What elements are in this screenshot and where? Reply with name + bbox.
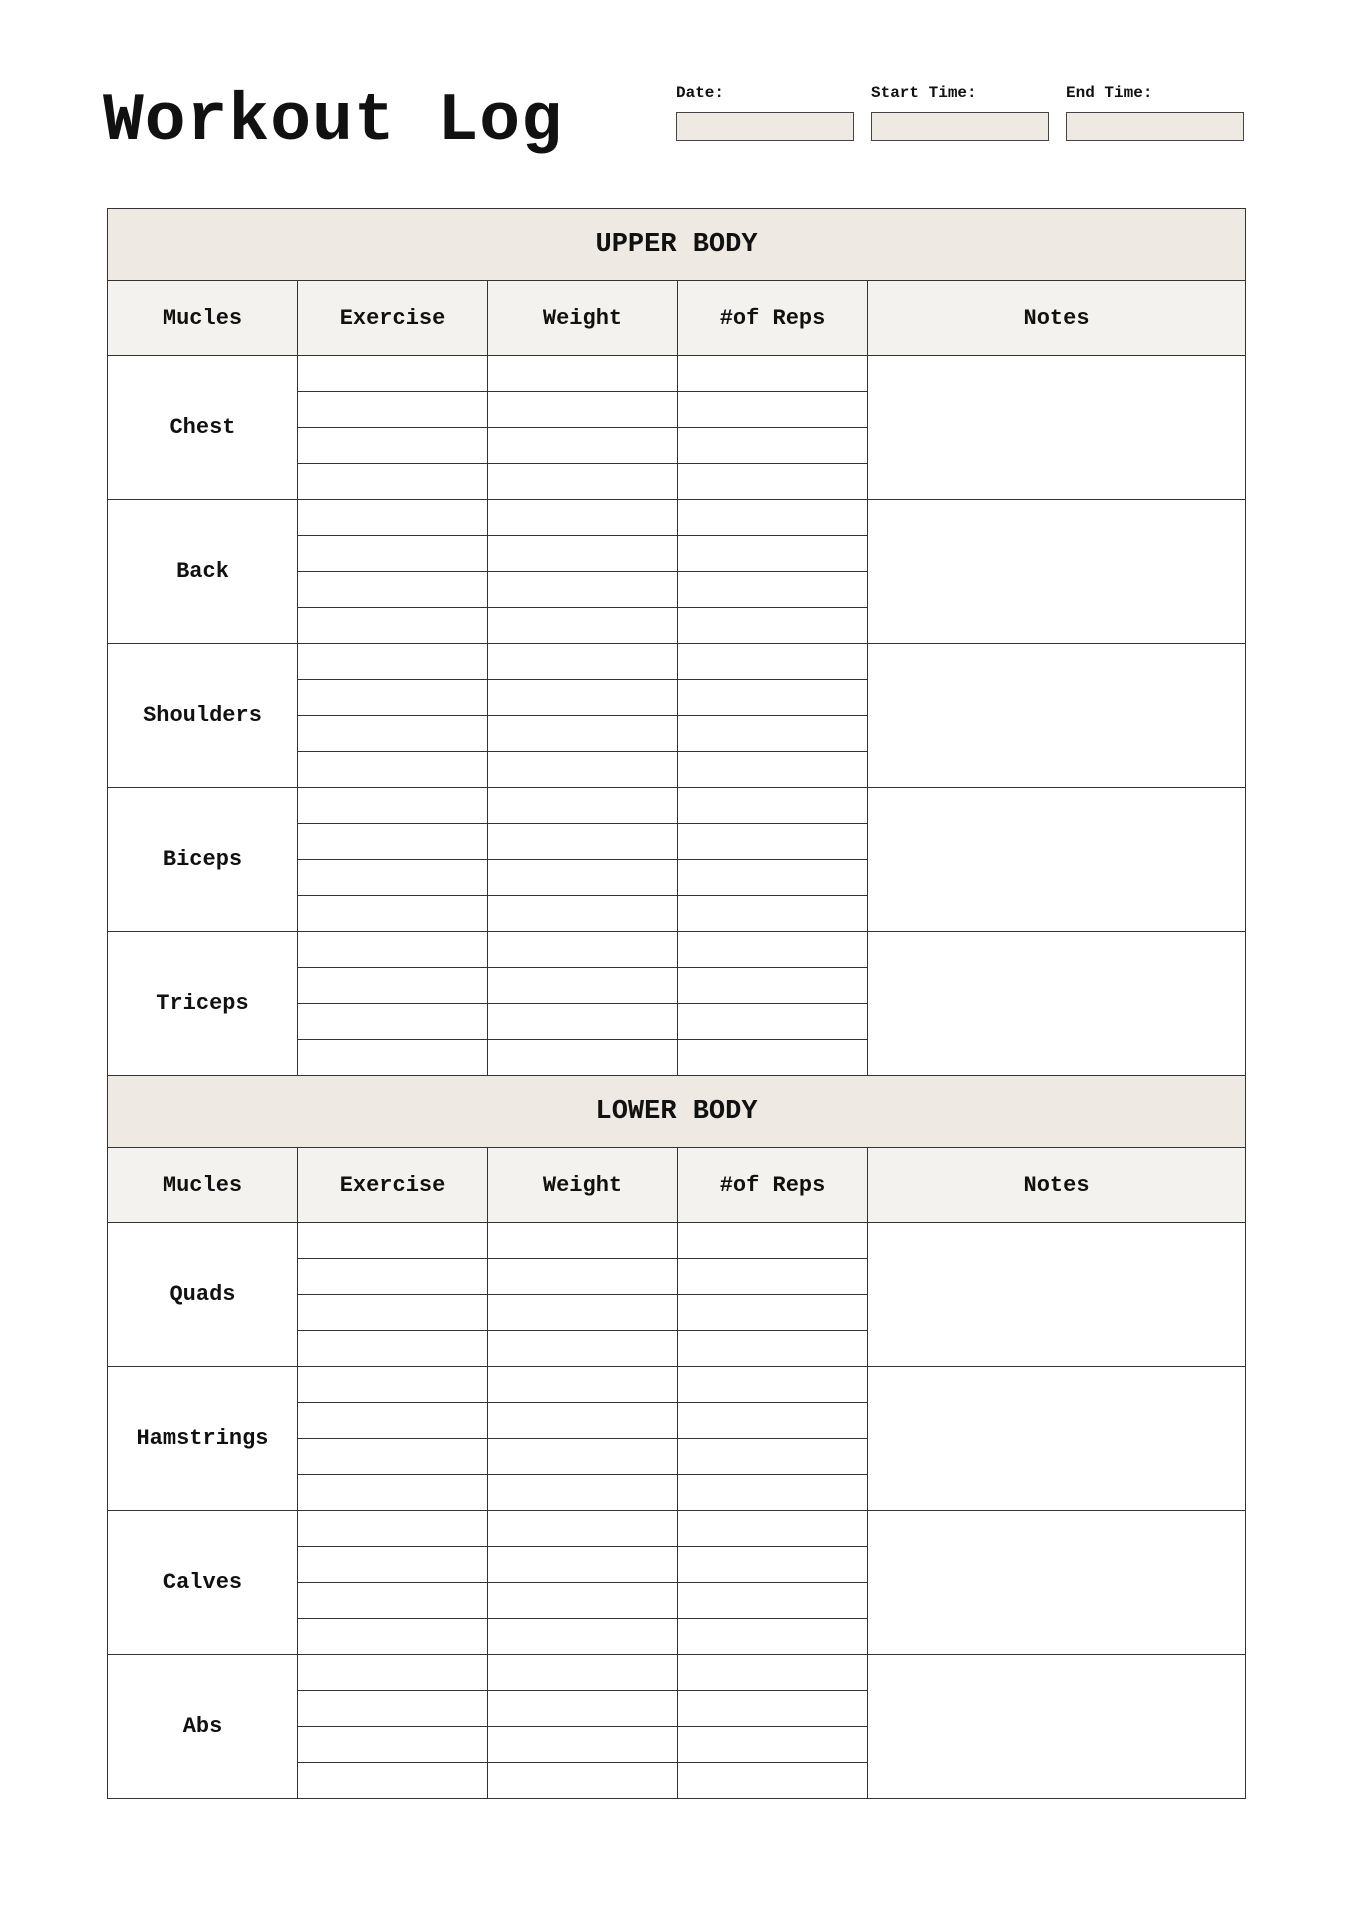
page-title: Workout Log bbox=[103, 83, 563, 160]
weight-cell[interactable] bbox=[488, 680, 678, 716]
table-row bbox=[108, 1655, 1246, 1691]
exercise-cell[interactable] bbox=[298, 932, 488, 968]
exercise-cell[interactable] bbox=[298, 1727, 488, 1763]
muscle-label: Shoulders bbox=[108, 644, 298, 788]
weight-cell[interactable] bbox=[488, 1763, 678, 1799]
weight-cell[interactable] bbox=[488, 1439, 678, 1475]
weight-cell[interactable] bbox=[488, 536, 678, 572]
exercise-cell[interactable] bbox=[298, 1619, 488, 1655]
column-header-notes: Notes bbox=[868, 281, 1246, 356]
exercise-cell[interactable] bbox=[298, 644, 488, 680]
exercise-cell[interactable] bbox=[298, 896, 488, 932]
reps-cell[interactable] bbox=[678, 356, 868, 392]
reps-cell[interactable] bbox=[678, 1619, 868, 1655]
weight-cell[interactable] bbox=[488, 1295, 678, 1331]
reps-cell[interactable] bbox=[678, 428, 868, 464]
table-row bbox=[108, 932, 1246, 968]
exercise-cell[interactable] bbox=[298, 1439, 488, 1475]
reps-cell[interactable] bbox=[678, 968, 868, 1004]
weight-cell[interactable] bbox=[488, 392, 678, 428]
section-header-lower-body bbox=[108, 1076, 1246, 1148]
notes-cell[interactable] bbox=[868, 1223, 1246, 1367]
exercise-cell[interactable] bbox=[298, 1367, 488, 1403]
reps-cell[interactable] bbox=[678, 752, 868, 788]
reps-cell[interactable] bbox=[678, 1259, 868, 1295]
weight-cell[interactable] bbox=[488, 500, 678, 536]
reps-cell[interactable] bbox=[678, 1295, 868, 1331]
weight-cell[interactable] bbox=[488, 1727, 678, 1763]
muscle-label: Biceps bbox=[108, 788, 298, 932]
column-header-reps: #of Reps bbox=[678, 1148, 868, 1223]
end-time-input[interactable] bbox=[1066, 112, 1244, 141]
column-header-weight: Weight bbox=[488, 281, 678, 356]
table-row bbox=[108, 788, 1246, 824]
table-row bbox=[108, 1223, 1246, 1259]
date-field bbox=[676, 82, 854, 141]
exercise-cell[interactable] bbox=[298, 1403, 488, 1439]
reps-cell[interactable] bbox=[678, 536, 868, 572]
column-header-row bbox=[108, 281, 1246, 356]
reps-cell[interactable] bbox=[678, 1655, 868, 1691]
reps-cell[interactable] bbox=[678, 824, 868, 860]
start-time-field bbox=[871, 82, 1049, 141]
muscle-label: Back bbox=[108, 500, 298, 644]
exercise-cell[interactable] bbox=[298, 1583, 488, 1619]
exercise-cell[interactable] bbox=[298, 608, 488, 644]
section-header-upper-body bbox=[108, 209, 1246, 281]
exercise-cell[interactable] bbox=[298, 860, 488, 896]
muscle-label: Quads bbox=[108, 1223, 298, 1367]
reps-cell[interactable] bbox=[678, 1403, 868, 1439]
table-row bbox=[108, 500, 1246, 536]
reps-cell[interactable] bbox=[678, 1691, 868, 1727]
column-header-notes: Notes bbox=[868, 1148, 1246, 1223]
start-time-label: Start Time: bbox=[871, 84, 977, 102]
exercise-cell[interactable] bbox=[298, 1763, 488, 1799]
exercise-cell[interactable] bbox=[298, 1004, 488, 1040]
notes-cell[interactable] bbox=[868, 356, 1246, 500]
muscle-label: Abs bbox=[108, 1655, 298, 1799]
reps-cell[interactable] bbox=[678, 1439, 868, 1475]
notes-cell[interactable] bbox=[868, 788, 1246, 932]
exercise-cell[interactable] bbox=[298, 392, 488, 428]
reps-cell[interactable] bbox=[678, 392, 868, 428]
table-row bbox=[108, 644, 1246, 680]
reps-cell[interactable] bbox=[678, 1223, 868, 1259]
reps-cell[interactable] bbox=[678, 1547, 868, 1583]
exercise-cell[interactable] bbox=[298, 536, 488, 572]
section-title: UPPER BODY bbox=[108, 209, 1246, 281]
reps-cell[interactable] bbox=[678, 572, 868, 608]
muscle-label: Chest bbox=[108, 356, 298, 500]
muscle-label: Calves bbox=[108, 1511, 298, 1655]
exercise-cell[interactable] bbox=[298, 1040, 488, 1076]
weight-cell[interactable] bbox=[488, 356, 678, 392]
weight-cell[interactable] bbox=[488, 428, 678, 464]
exercise-cell[interactable] bbox=[298, 1691, 488, 1727]
weight-cell[interactable] bbox=[488, 1040, 678, 1076]
exercise-cell[interactable] bbox=[298, 716, 488, 752]
notes-cell[interactable] bbox=[868, 1511, 1246, 1655]
weight-cell[interactable] bbox=[488, 1331, 678, 1367]
weight-cell[interactable] bbox=[488, 1655, 678, 1691]
weight-cell[interactable] bbox=[488, 1403, 678, 1439]
weight-cell[interactable] bbox=[488, 1367, 678, 1403]
column-header-exercise: Exercise bbox=[298, 281, 488, 356]
weight-cell[interactable] bbox=[488, 968, 678, 1004]
weight-cell[interactable] bbox=[488, 716, 678, 752]
reps-cell[interactable] bbox=[678, 1511, 868, 1547]
weight-cell[interactable] bbox=[488, 1259, 678, 1295]
end-time-field bbox=[1066, 82, 1244, 141]
exercise-cell[interactable] bbox=[298, 968, 488, 1004]
date-label: Date: bbox=[676, 84, 725, 102]
reps-cell[interactable] bbox=[678, 1475, 868, 1511]
reps-cell[interactable] bbox=[678, 1004, 868, 1040]
table-row bbox=[108, 1367, 1246, 1403]
exercise-cell[interactable] bbox=[298, 1547, 488, 1583]
exercise-cell[interactable] bbox=[298, 1295, 488, 1331]
column-header-weight: Weight bbox=[488, 1148, 678, 1223]
exercise-cell[interactable] bbox=[298, 1475, 488, 1511]
reps-cell[interactable] bbox=[678, 1040, 868, 1076]
weight-cell[interactable] bbox=[488, 752, 678, 788]
reps-cell[interactable] bbox=[678, 896, 868, 932]
muscle-label: Hamstrings bbox=[108, 1367, 298, 1511]
weight-cell[interactable] bbox=[488, 896, 678, 932]
column-header-muscles: Mucles bbox=[108, 1148, 298, 1223]
exercise-cell[interactable] bbox=[298, 356, 488, 392]
section-title: LOWER BODY bbox=[108, 1076, 1246, 1148]
reps-cell[interactable] bbox=[678, 788, 868, 824]
exercise-cell[interactable] bbox=[298, 824, 488, 860]
table-row bbox=[108, 1511, 1246, 1547]
exercise-cell[interactable] bbox=[298, 680, 488, 716]
weight-cell[interactable] bbox=[488, 464, 678, 500]
exercise-cell[interactable] bbox=[298, 1331, 488, 1367]
exercise-cell[interactable] bbox=[298, 752, 488, 788]
exercise-cell[interactable] bbox=[298, 464, 488, 500]
notes-cell[interactable] bbox=[868, 1655, 1246, 1799]
weight-cell[interactable] bbox=[488, 788, 678, 824]
weight-cell[interactable] bbox=[488, 860, 678, 896]
notes-cell[interactable] bbox=[868, 1367, 1246, 1511]
weight-cell[interactable] bbox=[488, 608, 678, 644]
reps-cell[interactable] bbox=[678, 1367, 868, 1403]
table-row bbox=[108, 356, 1246, 392]
exercise-cell[interactable] bbox=[298, 572, 488, 608]
notes-cell[interactable] bbox=[868, 644, 1246, 788]
weight-cell[interactable] bbox=[488, 1223, 678, 1259]
exercise-cell[interactable] bbox=[298, 1655, 488, 1691]
weight-cell[interactable] bbox=[488, 1691, 678, 1727]
weight-cell[interactable] bbox=[488, 644, 678, 680]
weight-cell[interactable] bbox=[488, 572, 678, 608]
reps-cell[interactable] bbox=[678, 500, 868, 536]
notes-cell[interactable] bbox=[868, 500, 1246, 644]
exercise-cell[interactable] bbox=[298, 428, 488, 464]
column-header-row bbox=[108, 1148, 1246, 1223]
reps-cell[interactable] bbox=[678, 644, 868, 680]
weight-cell[interactable] bbox=[488, 1583, 678, 1619]
exercise-cell[interactable] bbox=[298, 1511, 488, 1547]
reps-cell[interactable] bbox=[678, 716, 868, 752]
exercise-cell[interactable] bbox=[298, 1223, 488, 1259]
weight-cell[interactable] bbox=[488, 1511, 678, 1547]
weight-cell[interactable] bbox=[488, 1475, 678, 1511]
muscle-label: Triceps bbox=[108, 932, 298, 1076]
reps-cell[interactable] bbox=[678, 1331, 868, 1367]
reps-cell[interactable] bbox=[678, 1583, 868, 1619]
workout-log-table bbox=[107, 208, 1246, 1799]
column-header-reps: #of Reps bbox=[678, 281, 868, 356]
weight-cell[interactable] bbox=[488, 824, 678, 860]
reps-cell[interactable] bbox=[678, 1727, 868, 1763]
end-time-label: End Time: bbox=[1066, 84, 1153, 102]
notes-cell[interactable] bbox=[868, 932, 1246, 1076]
reps-cell[interactable] bbox=[678, 932, 868, 968]
column-header-exercise: Exercise bbox=[298, 1148, 488, 1223]
reps-cell[interactable] bbox=[678, 608, 868, 644]
reps-cell[interactable] bbox=[678, 464, 868, 500]
weight-cell[interactable] bbox=[488, 1547, 678, 1583]
date-input[interactable] bbox=[676, 112, 854, 141]
exercise-cell[interactable] bbox=[298, 500, 488, 536]
reps-cell[interactable] bbox=[678, 1763, 868, 1799]
exercise-cell[interactable] bbox=[298, 788, 488, 824]
reps-cell[interactable] bbox=[678, 860, 868, 896]
weight-cell[interactable] bbox=[488, 1004, 678, 1040]
weight-cell[interactable] bbox=[488, 932, 678, 968]
start-time-input[interactable] bbox=[871, 112, 1049, 141]
reps-cell[interactable] bbox=[678, 680, 868, 716]
column-header-muscles: Mucles bbox=[108, 281, 298, 356]
exercise-cell[interactable] bbox=[298, 1259, 488, 1295]
weight-cell[interactable] bbox=[488, 1619, 678, 1655]
